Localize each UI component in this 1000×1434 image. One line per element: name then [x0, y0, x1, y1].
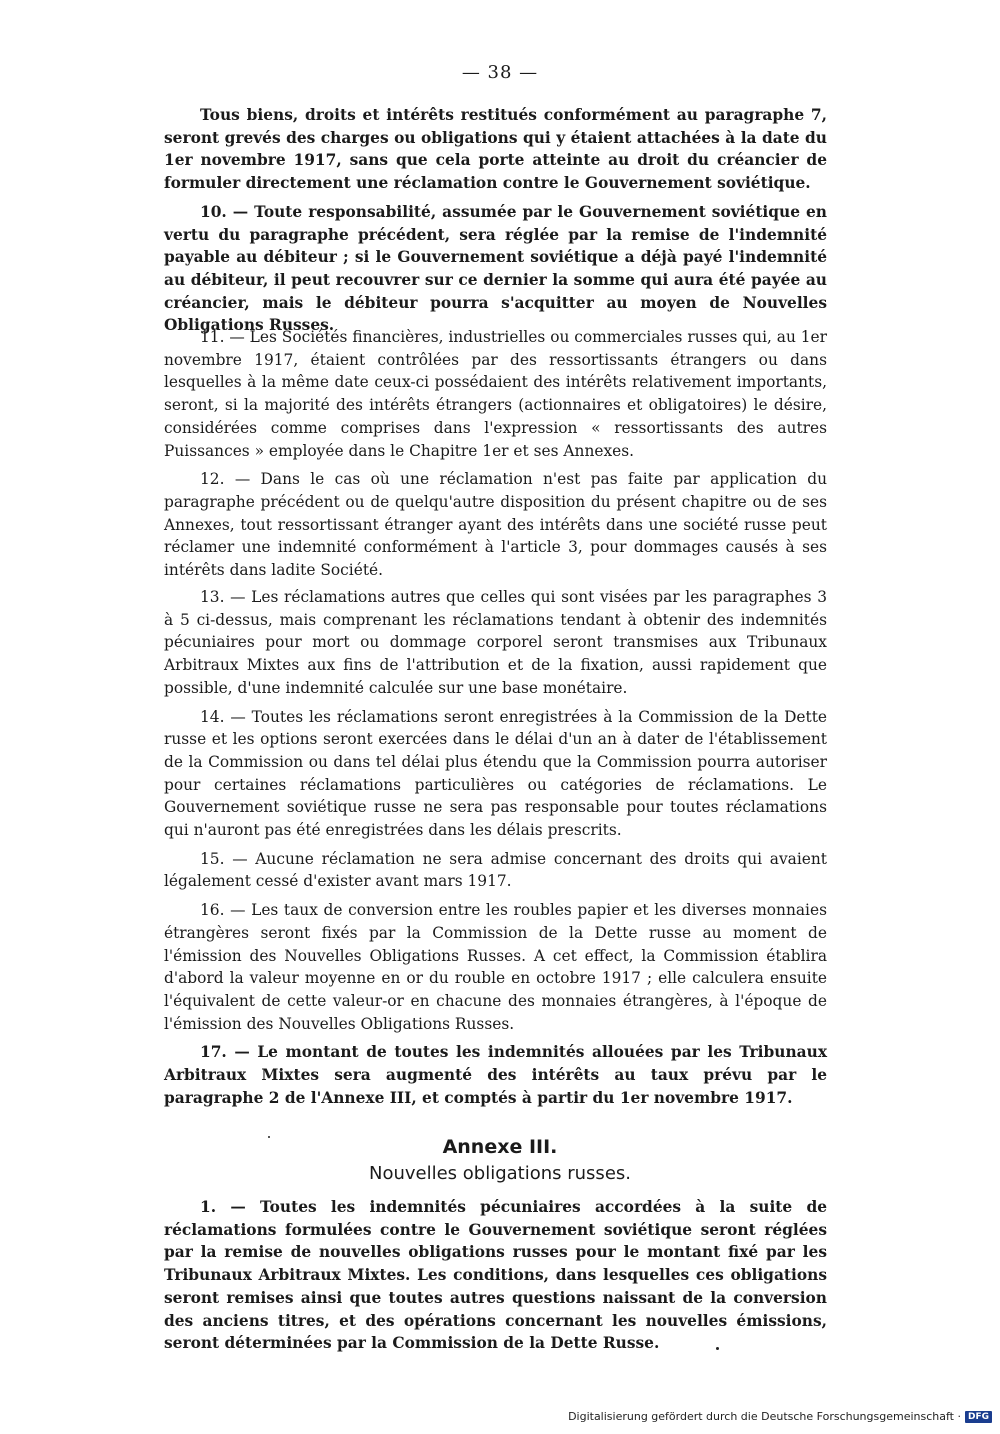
section-a — [164, 104, 827, 343]
paragraph-12: 12. — Dans le cas où une réclamation n'est pas faite par application du paragraphe précédent ou de quelqu'autre disposition du présent chapitre ou de ses Annexes, tout ressortissant étranger ayant des intérêts dans une société russe peut réclamer une indemnité conformément à l'article 3, pour dommages causés à ses intérêts dans ladite Société. — [164, 470, 827, 580]
page-number: — 38 — — [461, 62, 539, 83]
digitization-credit — [568, 1410, 992, 1423]
paragraph-9-continued: Tous biens, droits et intérêts restitués conformément au paragraphe 7, seront grevés des charges ou obligations qui y étaient attachées à la date du 1er novembre 1917, sans que cela porte atteinte au droit du créancier de formuler directement une réclamation contre le Gouvernement soviétique. — [164, 106, 827, 193]
scan-speck — [716, 1347, 719, 1350]
annex-subtitle: Nouvelles obligations russes. — [368, 1163, 631, 1184]
section-c — [164, 586, 827, 1115]
paragraph-17: 17. — Le montant de toutes les indemnités allouées par les Tribunaux Arbitraux Mixtes sera augmenté des intérêts au taux prévu par le paragraphe 2 de l'Annexe III, et comptés à partir du 1er novembre 1917. — [164, 1043, 827, 1107]
paragraph-10: 10. — Toute responsabilité, assumée par le Gouvernement soviétique en vertu du paragraphe précédent, sera réglée par la remise de l'indemnité payable au débiteur ; si le Gouvernement soviétique a déjà payé l'indemnité au débiteur, il peut recouvrer sur ce dernier la somme qui aura été payée au créancier, mais le débiteur pourra s'acquitter au moyen de Nouvelles Obligations Russes. — [164, 202, 827, 335]
dfg-logo: DFG — [965, 1411, 992, 1423]
paragraph-15: 15. — Aucune réclamation ne sera admise concernant des droits qui avaient légalement cessé d'exister avant mars 1917. — [164, 849, 827, 891]
annex-section — [164, 1196, 827, 1361]
paragraph-13: 13. — Les réclamations autres que celles qui sont visées par les paragraphes 3 à 5 ci-dessus, mais comprenant les réclamations tendant à obtenir des indemnités pécuniaires pour mort ou dommage corporel seront transmises aux Tribunaux Arbitraux Mixtes aux fins de l'attribution et de la fixation, aussi rapidement que possible, d'une indemnité calculée sur une base monétaire. — [164, 588, 827, 697]
annex-paragraph-1: 1. — Toutes les indemnités pécuniaires accordées à la suite de réclamations formulées contre le Gouvernement soviétique seront réglées par la remise de nouvelles obligations russes pour le montant fixé par les Tribunaux Arbitraux Mixtes. Les conditions, dans lesquelles ces obligations seront remises ainsi que toutes autres questions naissant de la conversion des anciens titres, et des opérations concernant les nouvelles émissions, seront déterminées par la Commission de la Dette Russe. — [164, 1198, 827, 1353]
section-b — [164, 326, 827, 588]
annex-title: Annexe III. — [442, 1136, 558, 1158]
credit-text: Digitalisierung gefördert durch die Deutsche Forschungsgemeinschaft · — [568, 1410, 961, 1423]
paragraph-14: 14. — Toutes les réclamations seront enregistrées à la Commission de la Dette russe et les options seront exercées dans le délai d'un an à dater de l'établissement de la Commission ou dans tel délai plus étendu que la Commission pourra autoriser pour certaines réclamations particulières ou catégories de réclamations. Le Gouvernement soviétique russe ne sera pas responsable pour toutes réclamations qui n'auront pas été enregistrées dans les délais prescrits. — [164, 707, 827, 840]
paragraph-11: 11. — Les Sociétés financières, industrielles ou commerciales russes qui, au 1er novembre 1917, étaient contrôlées par des ressortissants étrangers ou dans lesquelles à la même date ceux-ci possédaient des intérêts relativement importants, seront, si la majorité des intérêts étrangers (actionnaires et obligatoires) le désire, considérées comme comprises dans l'expression « ressortissants des autres Puissances » employée dans le Chapitre 1er et ses Annexes. — [164, 328, 828, 460]
paragraph-16: 16. — Les taux de conversion entre les roubles papier et les diverses monnaies étrangères seront fixés par la Commission de la Dette russe au moment de l'émission des Nouvelles Obligations Russes. A cet effect, la Commission établira d'abord la valeur moyenne en or du rouble en octobre 1917 ; elle calculera ensuite l'équivalent de cette valeur-or en chacune des monnaies étrangères, à l'époque de l'émission des Nouvelles Obligations Russes. — [164, 901, 827, 1033]
scan-speck — [268, 1136, 270, 1138]
